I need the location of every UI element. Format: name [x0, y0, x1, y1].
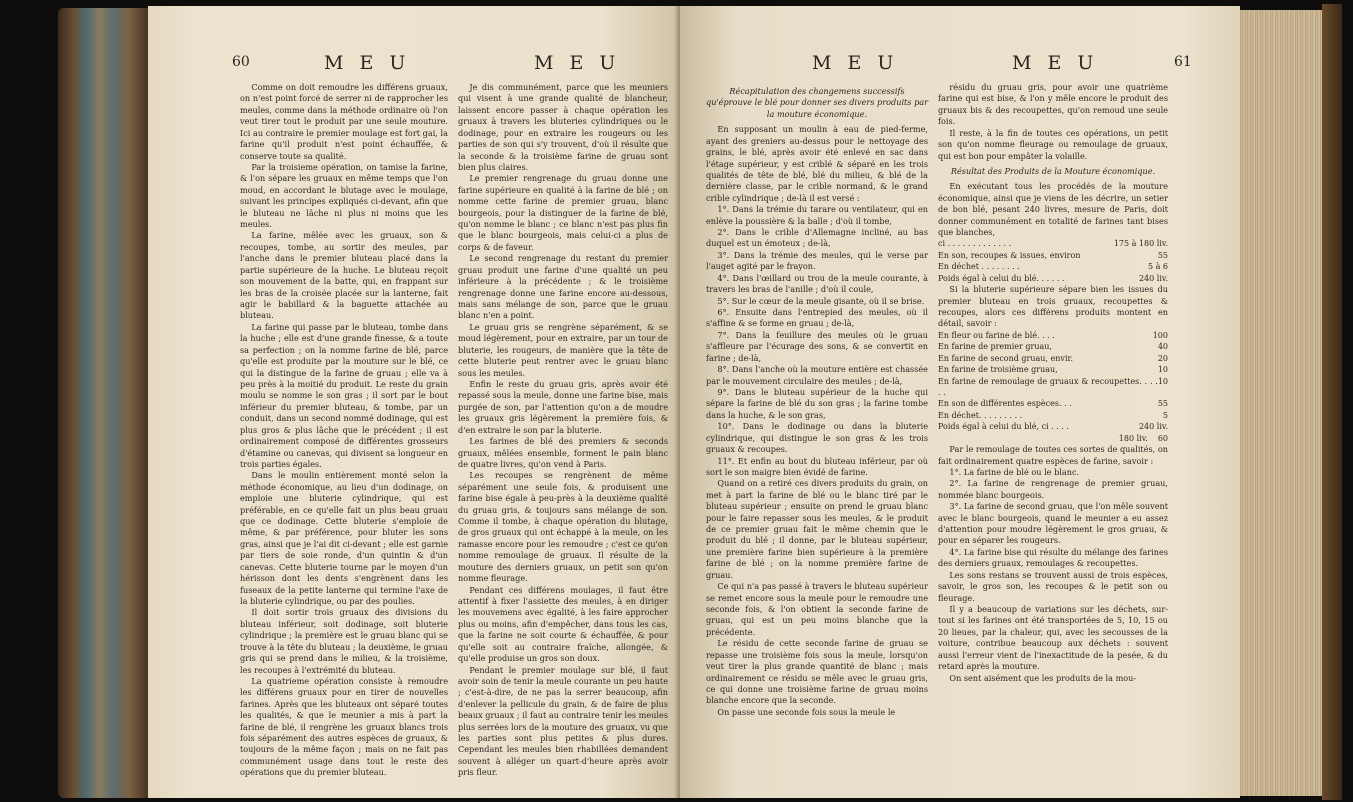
right-page-column-1 [706, 82, 928, 718]
ledger-label: Poids égal à celui du blé, ci . . . . [938, 422, 1069, 432]
paragraph: En exécutant tous les procédés de la mouture économique, ainsi que je viens de les décrire, un setier de bon blé, pesant 240 livres, mesure de Paris, doit donner communément en totalité de farines tant bises que blanches, [938, 181, 1168, 238]
paragraph: 1°. La farine de blé ou le blanc. [949, 466, 1080, 477]
paragraph: Il reste, à la fin de toutes ces opérations, un petit son qu'on nomme fleurage ou remoulage de gruaux, qui est bon pour empâter la volaille. [938, 127, 1168, 161]
paragraph: Par le remoulage de toutes ces sortes de qualités, on fait ordinairement quatre espèces de farine, savoir : [938, 444, 1168, 466]
paragraph: 3°. Dans la trémie des meules, qui le verse par l'auget agité par le frayon. [706, 249, 928, 272]
paragraph: Si la bluterie supérieure sépare bien les issues du premier bluteau en trois gruaux, recoupettes & recoupes, alors ces différens produits montent en détail, savoir : [938, 284, 1168, 329]
ledger-row [938, 364, 1168, 375]
ledger-value: 55 [1157, 250, 1168, 260]
book-binding-left [58, 8, 150, 798]
page-edges-right [1236, 10, 1334, 796]
paragraph: 3°. La farine de second gruau, que l'on mêle souvent avec le blanc bourgeois, quand le meunier a eu assez d'attention pour moudre légèrement le gros gruau, & pour en séparer les rougeurs. [938, 501, 1168, 546]
book-cover-right [1322, 4, 1342, 800]
paragraph: Je dis communément, parce que les meuniers qui visent à une grande qualité de blancheur, laissent encore passer à chaque opération les gruaux à travers les bluteries cylindriques ou le dodinage, pour en extraire les rougeurs ou les parties de son qui s'y trouvent, d'où il résulte que la seconde & la troisième farine de gruau sont bien plus claires. [458, 82, 668, 172]
left-page-column-1 [240, 82, 448, 779]
section-title: Récapitulation des changemens successifs qu'éprouve le blé pour donner ses divers produits par la mouture économique. [706, 86, 928, 119]
paragraph: Pendant le premier moulage sur blé, il faut avoir soin de tenir la meule courante un peu haute ; c'est-à-dire, de ne pas la serrer beaucoup, afin d'enlever la pellicule du grain, & de faire de plus beaux gruaux ; il faut au contraire tenir les meules plus serrées lors de la mouture des gruaux, vu que les parties sont plus petites & plus dures. Cependant les meules bien rhabillées demandent souvent à alléger un quart-d'heure après avoir pris fleur. [458, 664, 668, 778]
section-title: Résultat des Produits de la Mouture économique. [950, 165, 1156, 176]
ledger-value: 5 à 6 [1147, 262, 1168, 272]
paragraph: 8°. Dans l'anche où la mouture entière est chassée par le mouvement circulaire des meules ; de-là, [706, 364, 928, 386]
paragraph: 11°. Et enfin au bout du bluteau inférieur, par où sort le son maigre bien évidé de farine. [706, 455, 928, 477]
paragraph: Il doit sortir trois gruaux des divisions du bluteau inférieur, soit dodinage, soit bluterie cylindrique ; la première est le gruau blanc qui se trouve à la tête du bluteau ; la deuxième, le gruau gris qui se prend dans le milieu, & la troisième, les recoupes à l'extrémité du bluteau. [240, 607, 448, 675]
paragraph: résidu du gruau gris, pour avoir une quatrième farine qui est bise, & l'on y mêle encore le produit des gruaux bis & des recoupettes, qu'on remoud une seule fois. [938, 82, 1168, 127]
ledger-row [938, 250, 1168, 261]
ledger-value: 40 [1157, 342, 1168, 352]
paragraph: La quatrieme opération consiste à remoudre les différens gruaux pour en tirer de nouvelles farines. Après que les bluteaux ont séparé toutes les qualités, & que le meunier a mis à part la farine de blé, il rengrène les gruaux blancs trois fois séparément des autres espèces de gruaux, & toujours de la même façon ; mais on ne fait pas communément usage dans tout le reste des opérations que du premier bluteau. [240, 675, 448, 778]
ledger-label: En fleur ou farine de blé. . . . [938, 330, 1055, 340]
paragraph: Les recoupes se rengrènent de même séparément une seule fois, & produisent une farine bise égale à peu-près à la deuxième qualité du gruau gris, & toujours sans mélange de son. Comme il tombe, à chaque opération du blutage, de gros gruaux qui ont échappé à la meule, on les ramasse encore pour les remoudre ; c'est ce qu'on nomme remoulage de gruaux. Il résulte de la mouture des derniers gruaux, un petit son qu'on nomme fleurage. [458, 470, 668, 584]
ledger-label: En farine de remoulage de gruaux & recoupettes. . . . . . [938, 376, 1158, 397]
ledger-value: 5 [1162, 410, 1168, 420]
ledger-row [938, 238, 1168, 249]
paragraph: Ce qui n'a pas passé à travers le bluteau supérieur se remet encore sous la meule pour le remoudre une seconde fois, & l'on obtient la seconde farine de gruau, qui est un peu moins blanche que la précédente. [706, 581, 928, 637]
page-number-left: 60 [232, 54, 250, 70]
ledger-value: 10 [1157, 365, 1168, 375]
paragraph: 10°. Dans le dodinage ou dans la bluterie cylindrique, qui distingue le son gras & les trois gruaux & recoupes. [706, 421, 928, 455]
ledger-label: En son de différentes espèces. . . [938, 399, 1072, 409]
paragraph: 1°. Dans la trémie du tarare ou ventilateur, qui en enlève la poussière & la balle ; d'où il tombe, [706, 204, 928, 226]
paragraph: 4°. Dans l'œillard ou trou de la meule courante, à travers les bras de l'anille ; d'où il coule, [706, 272, 928, 295]
ledger-label: Poids égal à celui du blé. . . . . . [938, 273, 1065, 283]
paragraph: Pendant ces différens moulages, il faut être attentif à fixer l'assiette des meules, à en diriger les mouvemens avec égalité, à les faire approcher plus ou moins, afin d'empêcher, dans tous les cas, que la farine ne soit courte & échauffée, & pour qu'elle soit au contraire fraîche, allongée, & qu'elle produise un gros son doux. [458, 584, 668, 664]
paragraph: Dans le moulin entièrement monté selon la méthode économique, au lieu d'un dodinage, on emploie une bluterie cylindrique, qui est préférable, en ce qu'elle fait un plus beau gruau que ce dodinage. Cette bluterie s'emploie de même, & par préférence, pour bluter les sons gras, ainsi que je l'ai dit ci-devant ; elle est garnie par tiers de soie ronde, d'un quintin & d'un canevas. Cette bluterie tourne par le moyen d'un hérisson dont les dents s'engrènent dans les fuseaux de la petite lanterne qui termine l'axe de la bluterie cylindrique, ou par des poulies. [240, 470, 448, 606]
left-page-column-2 [458, 82, 668, 779]
paragraph: 2°. La farine de rengrenage de premier gruau, nommée blanc bourgeois. [938, 478, 1168, 500]
ledger-row [938, 330, 1168, 341]
ledger-value: 20 [1157, 353, 1168, 363]
paragraph: 2°. Dans le crible d'Allemagne incliné, au bas duquel est un émoteux ; de-là, [706, 227, 928, 249]
paragraph: Le second rengrenage du restant du premier gruau produit une farine d'une qualité un peu inférieure à la précédente ; & le troisième rengrenage donne une farine encore au-dessous, mais sans mélange de son, parce que le gruau blanc n'en a point. [458, 253, 668, 321]
paragraph: Enfin le reste du gruau gris, après avoir été repassé sous la meule, donne une farine bise, mais purgée de son, par l'attention qu'on a de moudre les gruaux gris légèrement la première fois, & d'en extraire le son par la bluterie. [458, 378, 668, 435]
ledger-subtotal: 60 [1157, 433, 1168, 443]
ledger-row [938, 421, 1168, 432]
ledger-row [938, 398, 1168, 409]
paragraph: Le résidu de cette seconde farine de gruau se repasse une troisième fois sous la meule, lorsqu'on veut tirer la plus grande quantité de blanc ; mais ordinairement ce résidu se mêle avec le gruau gris, ce qui donne une troisième farine de gruau moins blanche encore que la seconde. [706, 638, 928, 706]
paragraph: Le gruau gris se rengrène séparément, & se moud légèrement, pour en extraire, par un tour de bluterie, les rougeurs, de manière que la tête de cette bluterie peut rentrer avec le gruau blanc sous les meules. [458, 321, 668, 378]
ledger-label: En farine de second gruau, envir. [938, 353, 1073, 363]
paragraph: On sent aisément que les produits de la mou- [949, 672, 1137, 683]
paragraph: 5°. Sur le cœur de la meule gisante, où il se brise. [717, 295, 925, 306]
ledger-value: 55 [1157, 399, 1168, 409]
right-page [680, 6, 1240, 798]
ledger-label: ci . . . . . . . . . . . . . [938, 239, 1012, 249]
ledger-subtotals [938, 433, 1168, 444]
paragraph: En supposant un moulin à eau de pied-ferme, ayant des greniers au-dessus pour le nettoyage des grains, le blé, après avoir été enlevé en sac dans l'étage supérieur, y est criblé & séparé en les trois qualités de tête de blé, blé du milieu, & blé de la dernière classe, par le crible normand, & le grand crible cylindrique ; de-là il est versé : [706, 124, 928, 203]
paragraph: 4°. La farine bise qui résulte du mélange des farines des derniers gruaux, remoulages & recoupettes. [938, 546, 1168, 569]
left-page [148, 6, 680, 798]
ledger-row [938, 273, 1168, 284]
paragraph: 9°. Dans le bluteau supérieur de la huche qui sépare la farine de blé du son gras ; la farine tombe dans la huche, & le son gras, [706, 386, 928, 420]
paragraph: 6°. Ensuite dans l'entrepied des meules, où il s'affine & se forme en gruau ; de-là, [706, 307, 928, 329]
ledger-label: En déchet . . . . . . . . [938, 262, 1020, 272]
ledger-value: 100 [1152, 330, 1168, 340]
ledger-label: En déchet. . . . . . . . . [938, 410, 1023, 420]
paragraph: 7°. Dans la feuillure des meules où le gruau s'affleure par l'écurage des sons, & se convertit en farine ; de-là, [706, 329, 928, 363]
ledger-row [938, 353, 1168, 364]
running-head-left-1: M E U [324, 52, 411, 74]
paragraph: La farine qui passe par le bluteau, tombe dans la huche ; elle est d'une grande finesse, & a toute sa perfection ; on la nomme farine de blé, parce qu'elle est produite par la mouture sur le blé, ce qui la distingue de la farine de gruau ; elle va à peu près à la moitié du produit. Le reste du grain moulu se nomme le son gras ; il sort par le bout inférieur du premier bluteau, & tombe, par un conduit, dans un second nommé dodinage, qui est plus gros & plus lâche que le précédent ; il est ordinairement composé de différentes grosseurs d'étamine ou canevas, qui divisent sa longueur en trois parties égales. [240, 321, 448, 469]
ledger-label: En son, recoupes & issues, environ [938, 250, 1081, 260]
ledger-value: 175 à 180 liv. [1113, 239, 1168, 249]
ledger-label: En farine de troisième gruau, [938, 365, 1058, 375]
right-page-column-2 [938, 82, 1168, 684]
ledger-row [938, 341, 1168, 352]
ledger-value: 10 [1157, 376, 1168, 386]
paragraph: Les sons restans se trouvent aussi de trois espèces, savoir, le gros son, les recoupes & le petit son ou fleurage. [938, 569, 1168, 603]
running-head-right-1: M E U [812, 52, 899, 74]
paragraph: Comme on doit remoudre les différens gruaux, on n'est point forcé de serrer ni de rapprocher les meules, comme dans la méthode ordinaire où l'on veut tirer tout le produit par une seule mouture. Ici au contraire le premier moulage est fort gai, la farine qu'il produit n'est point échauffée, & conserve toute sa qualité. [240, 82, 448, 161]
paragraph: Par la troisieme opération, on tamise la farine, & l'on sépare les gruaux en même temps que l'on moud, en accordant le blutage avec le moulage, suivant les principes expliqués ci-devant, afin que le bluteau ne lâche ni plus ni moins que les meules. [240, 161, 448, 230]
paragraph: Quand on a retiré ces divers produits du grain, on met à part la farine de blé ou le blanc tiré par le bluteau supérieur ; ensuite on prend le gruau blanc pour le faire repasser sous les meules, & le produit de ce premier gruau fait le même chemin que le produit du blé ; il donne, par le bluteau supérieur, une première farine bien supérieure à la première farine de blé ; on la nomme première farine de gruau. [706, 478, 928, 580]
paragraph: Le premier rengrenage du gruau donne une farine supérieure en qualité à la farine de blé ; on nomme cette farine de premier gruau, blanc bourgeois, pour la distinguer de la farine de blé, qu'on nomme le blanc ; ce blanc n'est pas plus fin que le blanc bourgeois, mais celui-ci a plus de corps & de faveur. [458, 173, 668, 252]
paragraph: Il y a beaucoup de variations sur les déchets, sur-tout si les farines ont été transportées de 5, 10, 15 ou 20 lieues, par la chaleur, qui, avec les secousses de la voiture, contribue beaucoup aux déchets : souvent aussi l'erreur vient de l'inexactitude de la pesée, & du retard après la mouture. [938, 603, 1168, 672]
page-number-right: 61 [1174, 54, 1192, 70]
paragraph: Les farines de blé des premiers & seconds gruaux, mêlées ensemble, forment le pain blanc de quatre livres, qu'on vend à Paris. [458, 436, 668, 469]
ledger-label: En farine de premier gruau, [938, 342, 1052, 352]
ledger-row [938, 410, 1168, 421]
ledger-subtotal: 180 liv. [1118, 433, 1148, 443]
running-head-right-2: M E U [1012, 52, 1099, 74]
ledger-value: 240 liv. [1138, 422, 1168, 432]
running-head-left-2: M E U [534, 52, 621, 74]
paragraph: On passe une seconde fois sous la meule le [717, 706, 896, 717]
paragraph: La farine, mêlée avec les gruaux, son & recoupes, tombe, au sortir des meules, par l'anche dans le premier bluteau placé dans la partie supérieure de la huche. Le bluteau reçoit son mouvement de la batte, qui, en frappant sur les bras de la croisée placée sur la lanterne, fait agir le babillard & la baguette attachée au bluteau. [240, 230, 448, 321]
ledger-row [938, 376, 1168, 399]
ledger-value: 240 liv. [1138, 273, 1168, 283]
ledger-row [938, 261, 1168, 272]
